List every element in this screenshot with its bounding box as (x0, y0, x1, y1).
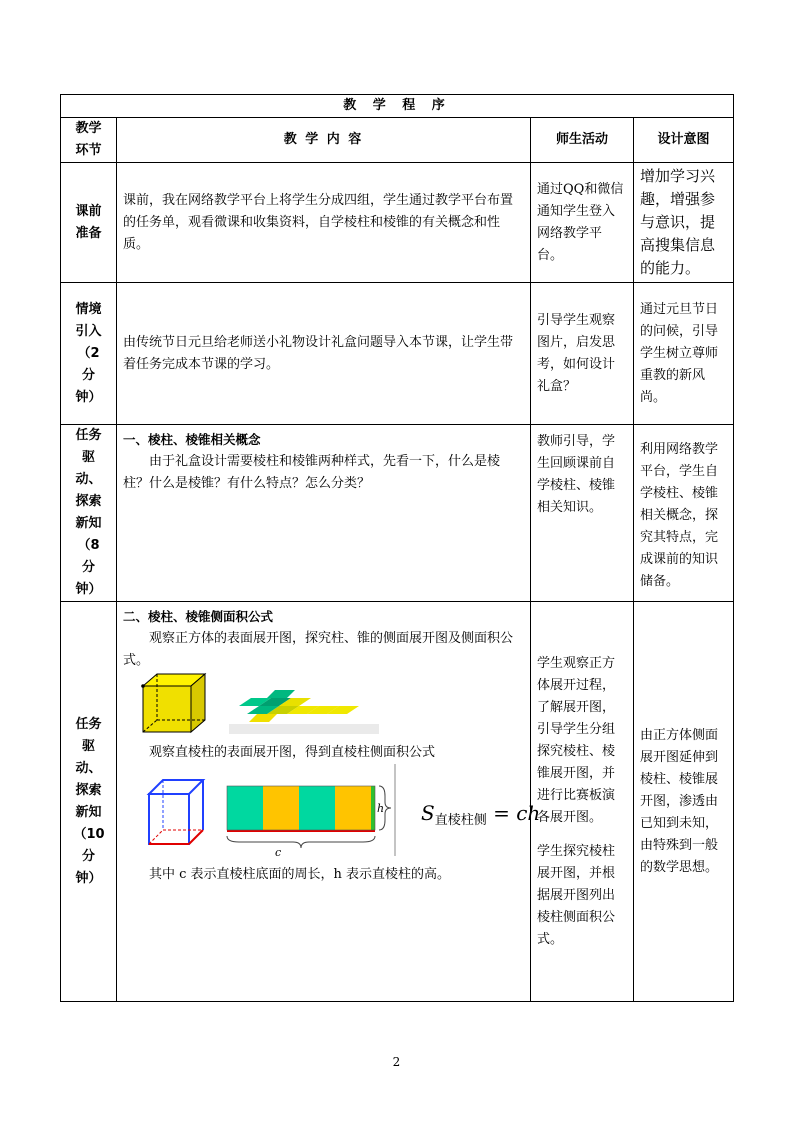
section-text: 其中 c 表示直棱柱底面的周长，h 表示直棱柱的高。 (149, 867, 451, 882)
header-content: 教 学 内 容 (117, 118, 531, 163)
prism-figure (129, 764, 399, 864)
header-design: 设计意图 (634, 118, 734, 163)
header-activity: 师生活动 (531, 118, 634, 163)
stage-cell: 课前准备 (61, 163, 117, 283)
section-text: 观察正方体的表面展开图，探究柱、锥的侧面展开图及侧面积公式。 (123, 631, 514, 668)
design-cell: 增加学习兴趣，增强参与意识，提高搜集信息的能力。 (634, 163, 734, 283)
page-number: 2 (392, 1055, 401, 1069)
section-text: 由于礼盒设计需要棱柱和棱锥两种样式，先看一下，什么是棱柱？什么是棱锥？有什么特点？怎么分类？ (123, 454, 501, 491)
content-cell (117, 602, 541, 1002)
section-title: 二、棱柱、棱锥侧面积公式 (123, 609, 274, 624)
activity-cell: 学生观察正方体展开过程，了解展开图，引导学生分组探究棱柱、棱锥展开图，并进行比赛板演各展开图。 学生探究棱柱展开图，并根据展开图列出棱柱侧面积公式。 (531, 602, 634, 1002)
content-cell: 课前，我在网络教学平台上将学生分成四组，学生通过教学平台布置的任务单，观看微课和收集资料，自学棱柱和棱锥的有关概念和性质。 (117, 163, 531, 283)
stage-cell: 情境引入（2分钟） (61, 283, 117, 425)
section-text: 观察直棱柱的表面展开图，得到直棱柱侧面积公式 (149, 745, 436, 760)
prism-net-figure (123, 764, 541, 864)
teaching-procedure-table (60, 94, 734, 1002)
design-cell: 利用网络教学平台，学生自学棱柱、棱锥相关概念，探究其特点，完成课前的知识储备。 (634, 425, 734, 602)
stage-cell: 任务驱动、探索新知（10分钟） (61, 602, 117, 1002)
label-h: h (377, 802, 385, 815)
content-cell (117, 425, 531, 602)
cube-net-figure (123, 672, 524, 742)
content-cell: 由传统节日元旦给老师送小礼物设计礼盒问题导入本节课，让学生带着任务完成本节课的学习。 (117, 283, 531, 425)
design-cell: 由正方体侧面展开图延伸到棱柱、棱锥展开图，渗透由已知到未知，由特殊到一般的数学思想。 (634, 602, 734, 1002)
cube-figure (129, 672, 389, 742)
activity-cell: 教师引导，学生回顾课前自学棱柱、棱锥相关知识。 (531, 425, 634, 602)
lateral-area-formula: $S_{直棱柱侧}$ = ch (421, 801, 541, 828)
stage-cell: 任务驱动、探索新知（8分钟） (61, 425, 117, 602)
header-stage: 教学环节 (61, 118, 117, 163)
table-title: 教 学 程 序 (61, 95, 734, 118)
activity-cell: 通过QQ和微信通知学生登入网络教学平台。 (531, 163, 634, 283)
activity-cell: 引导学生观察图片，启发思考，如何设计礼盒？ (531, 283, 634, 425)
label-c: c (275, 846, 282, 859)
design-cell: 通过元旦节日的问候，引导学生树立尊师重教的新风尚。 (634, 283, 734, 425)
section-title: 一、棱柱、棱锥相关概念 (123, 432, 261, 447)
